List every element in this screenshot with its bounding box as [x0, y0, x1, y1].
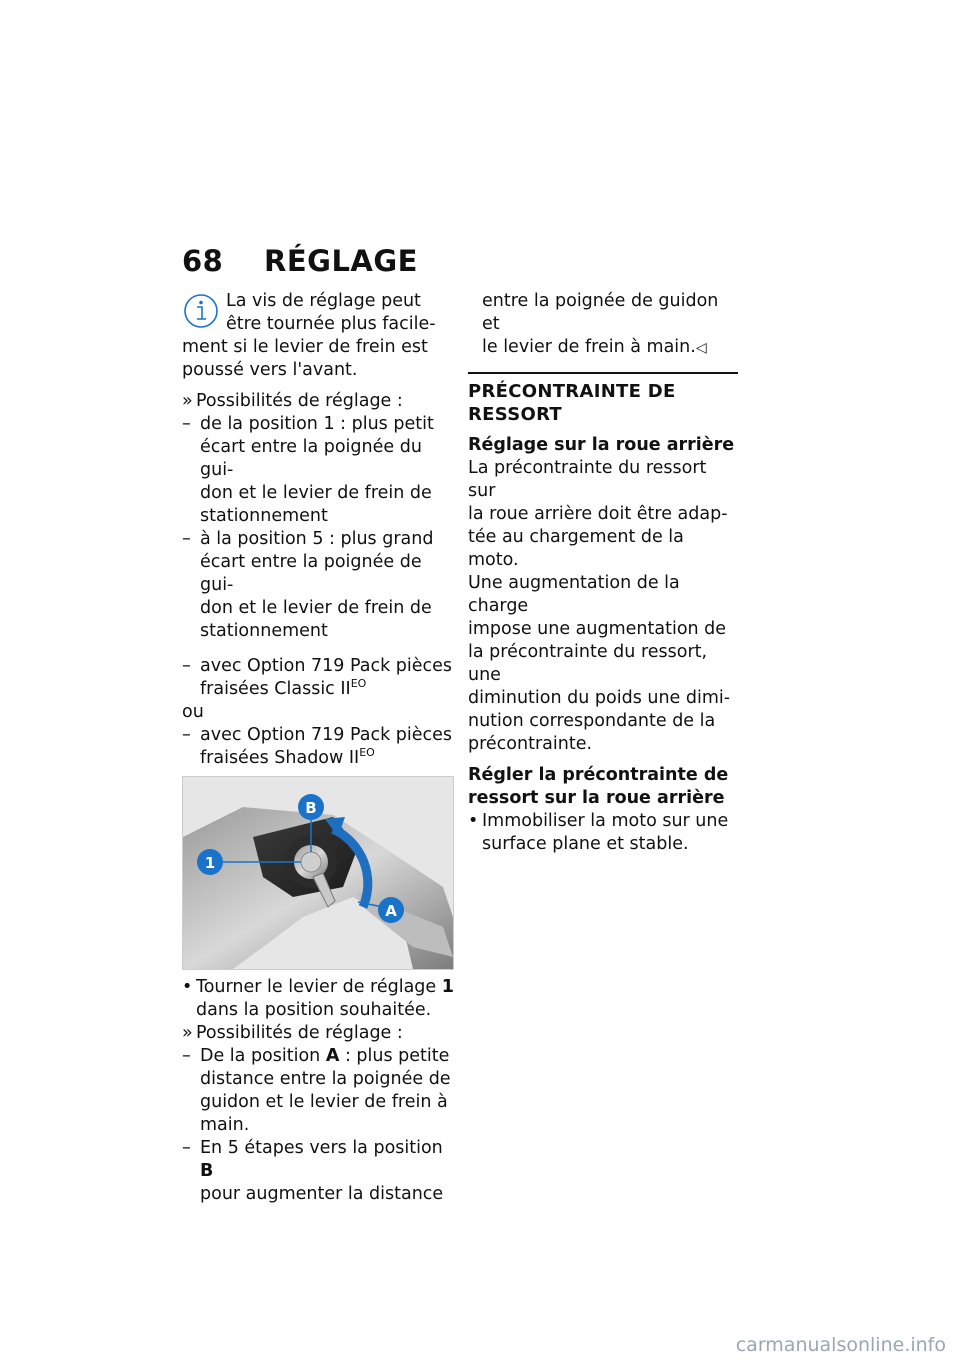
section-heading-line: RESSORT	[468, 404, 563, 425]
callout-a: A	[385, 902, 397, 920]
result-line	[182, 390, 454, 413]
subheading-line: ressort sur la roue arrière	[468, 788, 725, 808]
para-line: tée au chargement de la moto.	[468, 527, 684, 570]
description-paragraph	[468, 457, 738, 756]
list-item	[182, 528, 454, 643]
list-text: distance entre la poignée de	[200, 1069, 451, 1089]
callout-b: B	[305, 799, 317, 817]
info-icon	[182, 292, 220, 330]
instruction-text: Tourner le levier de réglage	[196, 977, 442, 997]
para-line: La précontrainte du ressort sur	[468, 458, 707, 501]
list-item	[182, 413, 454, 528]
watermark: carmanualsonline.info	[735, 1334, 946, 1356]
list-text: à la position 5 : plus grand	[200, 529, 434, 549]
instruction-text: dans la position souhaitée.	[196, 1000, 432, 1020]
instruction-item	[182, 976, 454, 1022]
instruction-text: surface plane et stable.	[482, 834, 689, 854]
list-text: stationnement	[200, 621, 328, 641]
list-text: stationnement	[200, 506, 328, 526]
page-title: RÉGLAGE	[264, 244, 418, 278]
para-line: impose une augmentation de	[468, 619, 727, 639]
ref-a: A	[325, 1046, 340, 1066]
subheading	[468, 764, 738, 810]
chevron-mark: »	[182, 1023, 193, 1043]
list-text: guidon et le levier de frein à	[200, 1092, 448, 1112]
para-line: Une augmentation de la charge	[468, 573, 680, 616]
continued-text: le levier de frein à main.	[482, 337, 696, 357]
eo-superscript: EO	[359, 746, 375, 760]
eo-superscript: EO	[350, 677, 367, 691]
list-text: de la position 1 : plus petit	[200, 414, 434, 434]
page-header	[182, 244, 418, 278]
section-divider	[468, 372, 738, 374]
brake-lever-illustration	[182, 776, 454, 970]
note-line: être tournée plus facile-	[226, 314, 436, 334]
list-text: En 5 étapes vers la position	[200, 1138, 443, 1158]
para-line: précontrainte.	[468, 734, 593, 754]
left-column	[182, 290, 454, 1206]
option-item	[182, 724, 454, 770]
list-item	[182, 1045, 454, 1137]
list-item	[182, 1137, 454, 1206]
lever-drawing	[183, 777, 453, 969]
continued-text: entre la poignée de guidon et	[482, 291, 719, 334]
section-heading	[468, 380, 738, 426]
callout-1: 1	[204, 854, 216, 872]
chevron-mark: »	[182, 391, 193, 411]
dash-mark: –	[182, 1046, 191, 1066]
option-text: avec Option 719 Pack pièces	[200, 725, 453, 745]
page-number: 68	[182, 244, 224, 278]
result-text: Possibilités de réglage :	[196, 391, 403, 411]
para-line: nution correspondante de la	[468, 711, 716, 731]
or-text: ou	[182, 702, 204, 722]
note-line: poussé vers l'avant.	[182, 360, 358, 380]
dash-mark: –	[182, 656, 191, 676]
note-line: La vis de réglage peut	[226, 291, 421, 311]
para-line: la roue arrière doit être adap-	[468, 504, 728, 524]
dash-mark: –	[182, 1138, 191, 1158]
dash-mark: –	[182, 529, 191, 549]
option-text: fraisées Shadow II	[200, 748, 360, 768]
dash-mark: –	[182, 725, 191, 745]
list-text: De la position	[200, 1046, 326, 1066]
subheading: Réglage sur la roue arrière	[468, 435, 735, 455]
section-heading-line: PRÉCONTRAINTE DE	[468, 381, 676, 402]
ref-1: 1	[441, 977, 454, 997]
ref-b: B	[200, 1161, 214, 1181]
subheading-line: Régler la précontrainte de	[468, 765, 729, 785]
info-note	[182, 290, 454, 382]
result-text: Possibilités de réglage :	[196, 1023, 403, 1043]
continued-item	[468, 290, 738, 360]
dash-mark: –	[182, 414, 191, 434]
list-text: écart entre la poignée du gui-	[200, 437, 422, 480]
para-line: la précontrainte du ressort, une	[468, 642, 708, 685]
list-text: : plus petite	[339, 1046, 450, 1066]
list-text: don et le levier de frein de	[200, 598, 432, 618]
list-text: don et le levier de frein de	[200, 483, 432, 503]
bullet-mark: •	[468, 811, 479, 831]
option-text: avec Option 719 Pack pièces	[200, 656, 453, 676]
option-item	[182, 655, 454, 701]
list-text: main.	[200, 1115, 250, 1135]
para-line: diminution du poids une dimi-	[468, 688, 731, 708]
instruction-item	[468, 810, 738, 856]
option-text: fraisées Classic II	[200, 679, 351, 699]
note-line: ment si le levier de frein est	[182, 337, 428, 357]
bullet-mark: •	[182, 977, 193, 997]
right-column	[468, 290, 738, 856]
result-line	[182, 1022, 454, 1045]
list-text: écart entre la poignée de gui-	[200, 552, 422, 595]
instruction-text: Immobiliser la moto sur une	[482, 811, 729, 831]
end-of-section-icon: ◁	[695, 340, 707, 356]
list-text: pour augmenter la distance	[200, 1184, 444, 1204]
